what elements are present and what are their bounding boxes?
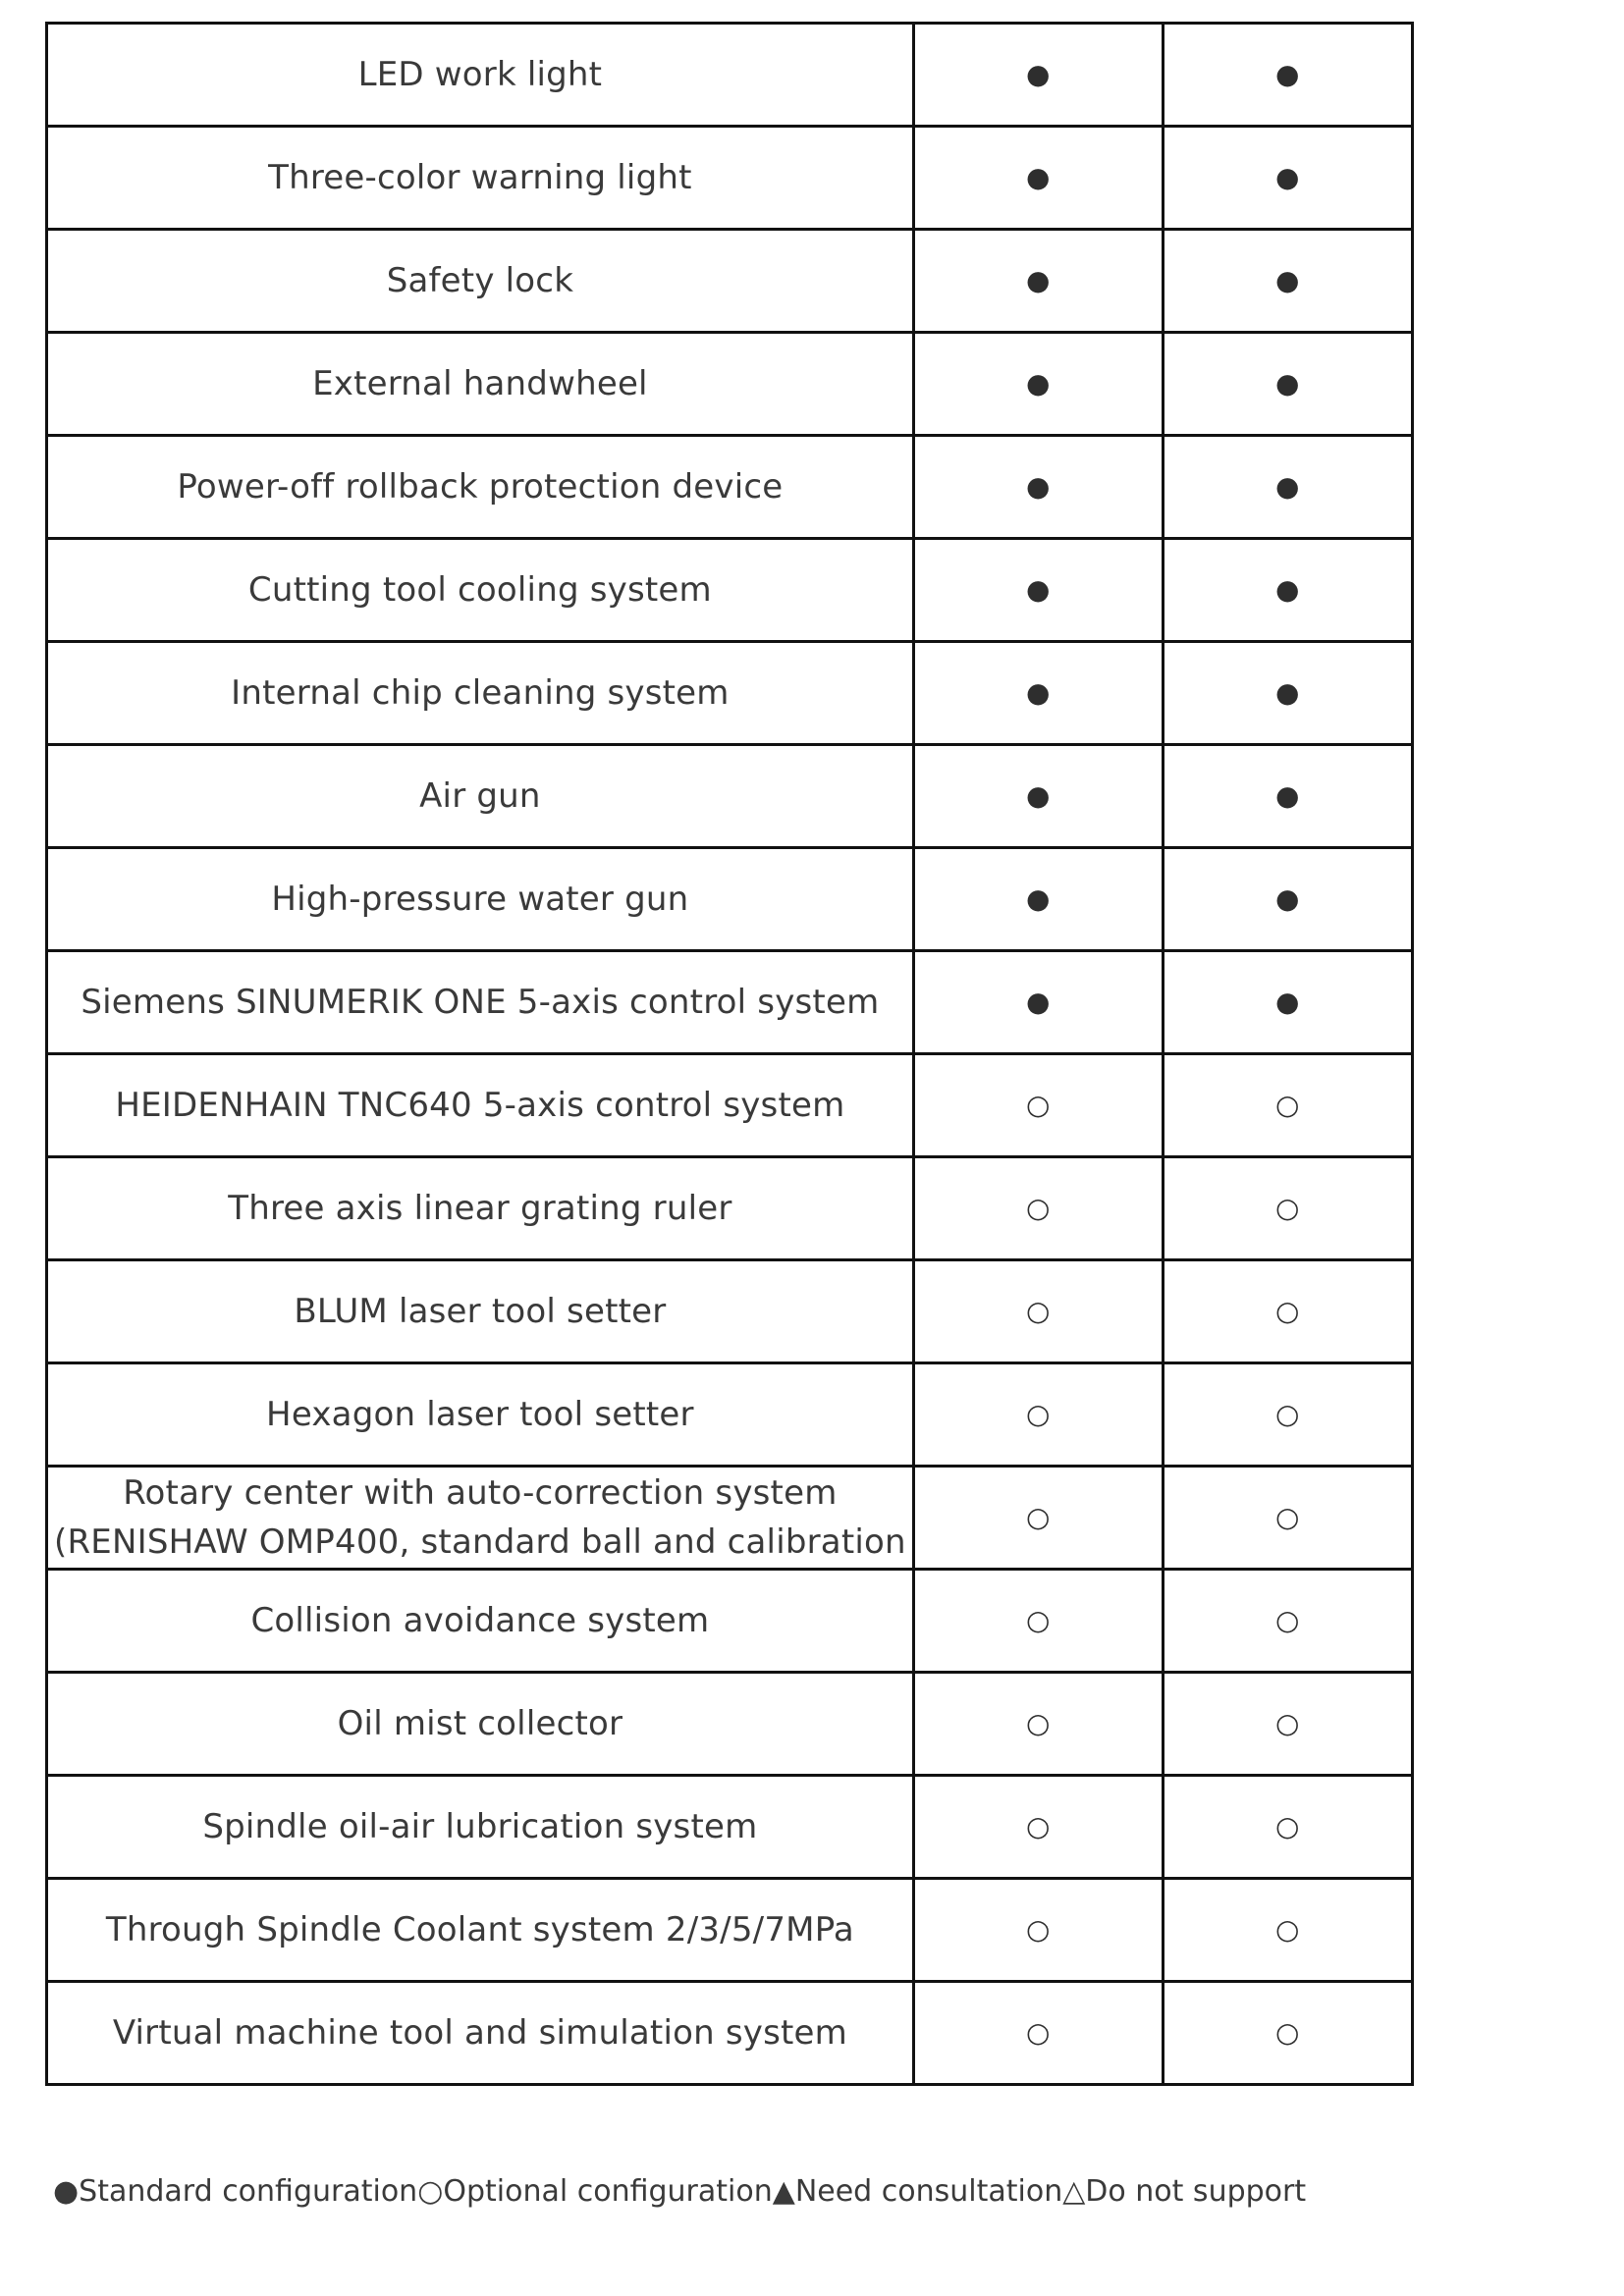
config-mark: ● xyxy=(1163,745,1412,848)
table-row xyxy=(47,1570,1413,1673)
config-mark: ○ xyxy=(1163,1260,1412,1363)
feature-name: HEIDENHAIN TNC640 5-axis control system xyxy=(47,1054,914,1157)
config-mark: ● xyxy=(1163,642,1412,745)
feature-name: Internal chip cleaning system xyxy=(47,642,914,745)
feature-name: Through Spindle Coolant system 2/3/5/7MPa xyxy=(47,1879,914,1982)
table-row xyxy=(47,1879,1413,1982)
feature-name: Collision avoidance system xyxy=(47,1570,914,1673)
config-mark: ● xyxy=(913,642,1163,745)
feature-name: Air gun xyxy=(47,745,914,848)
configuration-table xyxy=(45,22,1414,2086)
config-mark: ○ xyxy=(1163,1570,1412,1673)
table-row xyxy=(47,1982,1413,2085)
config-mark: ○ xyxy=(913,1157,1163,1260)
config-mark: ○ xyxy=(1163,1054,1412,1157)
table-row xyxy=(47,1054,1413,1157)
table-row xyxy=(47,333,1413,436)
legend: ●Standard configuration○Optional configuration▲Need consultation△Do not support xyxy=(53,2174,1307,2209)
config-mark: ○ xyxy=(1163,1673,1412,1776)
table-row xyxy=(47,1467,1413,1570)
config-mark: ○ xyxy=(913,1260,1163,1363)
config-mark: ● xyxy=(1163,230,1412,333)
table-row xyxy=(47,848,1413,951)
table-row xyxy=(47,539,1413,642)
table-row xyxy=(47,1673,1413,1776)
feature-name: Siemens SINUMERIK ONE 5-axis control system xyxy=(47,951,914,1054)
config-mark: ○ xyxy=(1163,1982,1412,2085)
table-row xyxy=(47,436,1413,539)
config-mark: ● xyxy=(913,951,1163,1054)
config-mark: ○ xyxy=(1163,1879,1412,1982)
feature-name: Cutting tool cooling system xyxy=(47,539,914,642)
config-mark: ● xyxy=(913,848,1163,951)
feature-name: Three axis linear grating ruler xyxy=(47,1157,914,1260)
feature-name-line: (RENISHAW OMP400, standard ball and calibration xyxy=(54,1522,906,1562)
feature-name-line: Rotary center with auto-correction system xyxy=(123,1473,838,1513)
feature-name: Power-off rollback protection device xyxy=(47,436,914,539)
table-row xyxy=(47,745,1413,848)
config-mark: ● xyxy=(1163,127,1412,230)
table-row xyxy=(47,230,1413,333)
feature-name: High-pressure water gun xyxy=(47,848,914,951)
feature-name xyxy=(47,1467,914,1570)
table-row xyxy=(47,1260,1413,1363)
table-row xyxy=(47,951,1413,1054)
config-mark: ○ xyxy=(913,1673,1163,1776)
config-mark: ○ xyxy=(1163,1363,1412,1467)
config-mark: ○ xyxy=(913,1570,1163,1673)
feature-name: BLUM laser tool setter xyxy=(47,1260,914,1363)
config-mark: ○ xyxy=(1163,1467,1412,1570)
config-mark: ○ xyxy=(913,1467,1163,1570)
config-mark: ● xyxy=(913,24,1163,127)
feature-name: Oil mist collector xyxy=(47,1673,914,1776)
config-mark: ○ xyxy=(913,1776,1163,1879)
config-mark: ○ xyxy=(1163,1157,1412,1260)
table-row xyxy=(47,1363,1413,1467)
config-mark: ○ xyxy=(913,1879,1163,1982)
feature-name: Spindle oil-air lubrication system xyxy=(47,1776,914,1879)
config-mark: ● xyxy=(1163,24,1412,127)
config-mark: ● xyxy=(1163,951,1412,1054)
config-mark: ● xyxy=(913,436,1163,539)
feature-name: LED work light xyxy=(47,24,914,127)
table-row xyxy=(47,1157,1413,1260)
config-mark: ● xyxy=(1163,436,1412,539)
config-mark: ● xyxy=(913,745,1163,848)
table-row xyxy=(47,24,1413,127)
config-mark: ● xyxy=(1163,848,1412,951)
config-mark: ○ xyxy=(913,1982,1163,2085)
feature-name: Hexagon laser tool setter xyxy=(47,1363,914,1467)
feature-name: Safety lock xyxy=(47,230,914,333)
feature-name: Virtual machine tool and simulation system xyxy=(47,1982,914,2085)
config-mark: ● xyxy=(913,127,1163,230)
config-mark: ○ xyxy=(913,1363,1163,1467)
config-mark: ○ xyxy=(913,1054,1163,1157)
config-mark: ● xyxy=(913,230,1163,333)
config-mark: ○ xyxy=(1163,1776,1412,1879)
table-row xyxy=(47,127,1413,230)
table-row xyxy=(47,1776,1413,1879)
feature-name: Three-color warning light xyxy=(47,127,914,230)
feature-name: External handwheel xyxy=(47,333,914,436)
table-row xyxy=(47,642,1413,745)
config-mark: ● xyxy=(913,333,1163,436)
config-mark: ● xyxy=(1163,333,1412,436)
config-mark: ● xyxy=(1163,539,1412,642)
config-mark: ● xyxy=(913,539,1163,642)
